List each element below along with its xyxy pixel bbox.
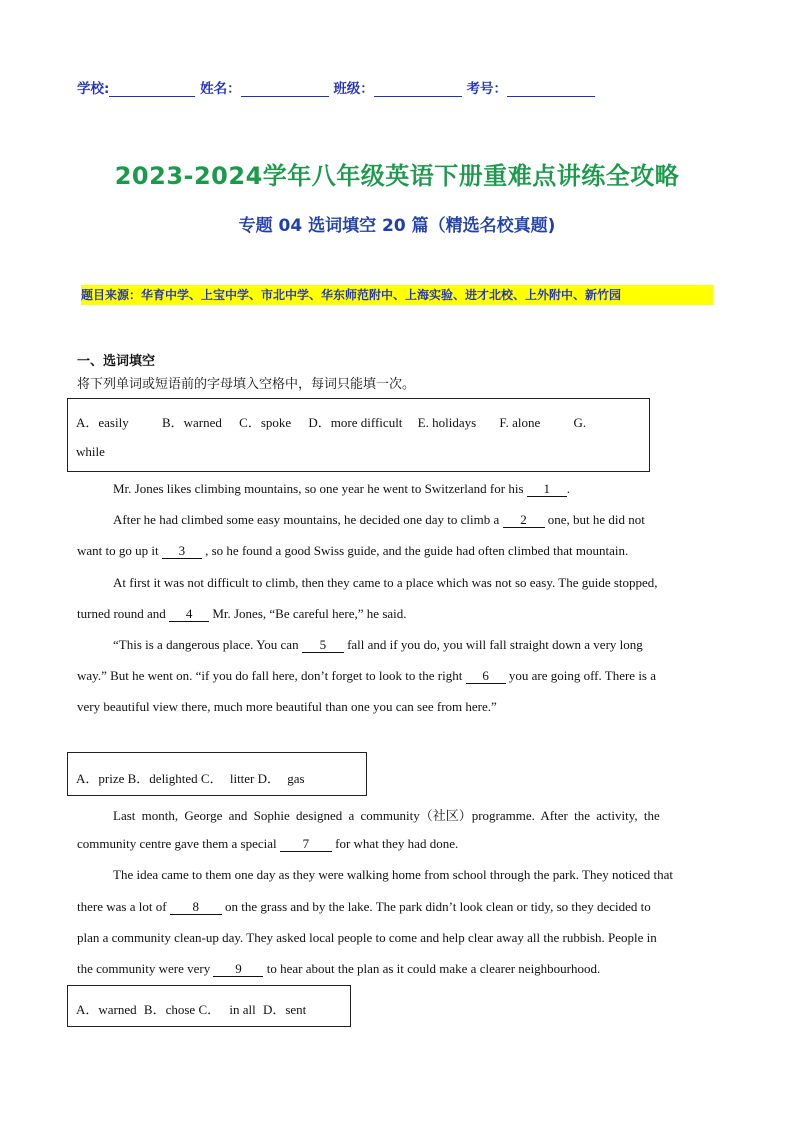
passage-line: At first it was not difficult to climb, then they came to a place which was not so easy. The guide stopped,: [113, 575, 658, 590]
passage-line: there was a lot of 8 on the grass and by the lake. The park didn’t look clean or tidy, so they decided to: [77, 899, 651, 914]
option: D．more difficult: [308, 415, 403, 430]
answer-blank[interactable]: 5: [302, 638, 344, 653]
passage-line: turned round and 4 Mr. Jones, “Be careful here,” he said.: [77, 606, 407, 621]
class-label: 班级：: [333, 81, 374, 97]
source-banner: 题目来源：华育中学、上宝中学、市北中学、华东师范附中、上海实验、进才北校、上外附中、新竹园: [81, 285, 713, 305]
passage-line: want to go up it 3 , so he found a good Swiss guide, and the guide had often climbed that mountain.: [77, 543, 629, 558]
option: C．: [200, 771, 223, 786]
word-bank-3: [67, 985, 351, 1027]
name-label: 姓名：: [200, 81, 241, 97]
option: A．warned: [76, 1002, 137, 1017]
option: litter: [229, 771, 255, 786]
word-bank-1: [67, 398, 650, 472]
answer-blank[interactable]: 8: [170, 900, 222, 915]
option: D．sent: [262, 1002, 307, 1017]
passage-line: very beautiful view there, much more beautiful than one you can see from here.”: [77, 699, 497, 714]
number-field[interactable]: [507, 82, 595, 97]
passage-line: way.” But he went on. “if you do fall here, don’t forget to look to the right 6 you are going off. There is a: [77, 668, 657, 683]
option-wrap: while: [76, 444, 105, 459]
answer-blank[interactable]: 1: [527, 482, 567, 497]
student-info-header: [77, 77, 595, 97]
number-label: 考号：: [466, 81, 508, 97]
answer-blank[interactable]: 3: [162, 544, 202, 559]
passage-line: the community were very 9 to hear about the plan as it could make a clearer neighbourhood.: [77, 961, 601, 976]
passage-line: plan a community clean-up day. They asked local people to come and help clear away all the rubbish. People in: [77, 930, 657, 945]
instruction-text: 将下列单词或短语前的字母填入空格中，每词只能填一次。: [77, 377, 416, 392]
name-field[interactable]: [241, 82, 329, 97]
class-field[interactable]: [374, 82, 462, 97]
school-field[interactable]: [109, 82, 195, 97]
passage-line: community centre gave them a special 7 for what they had done.: [77, 836, 459, 851]
answer-blank[interactable]: 6: [466, 669, 506, 684]
answer-blank[interactable]: 4: [169, 607, 209, 622]
passage-line: Last month, George and Sophie designed a community（社区）programme. After the activity, the: [113, 808, 660, 823]
option: B．warned: [161, 415, 222, 430]
passage-line: After he had climbed some easy mountains, he decided one day to climb a 2 one, but he did not: [113, 512, 645, 527]
option: D．: [257, 771, 281, 786]
option: in all: [229, 1002, 256, 1017]
option: E. holidays: [417, 415, 477, 430]
option: G.: [573, 415, 587, 430]
option: B．chose: [143, 1002, 196, 1017]
option: A．easily: [76, 415, 129, 430]
option: C．spoke: [239, 415, 292, 430]
document-title: 2023-2024学年八年级英语下册重难点讲练全攻略: [114, 162, 680, 190]
option: C．: [198, 1002, 221, 1017]
answer-blank[interactable]: 9: [213, 962, 263, 977]
option: A．prize: [76, 771, 125, 786]
passage-line: “This is a dangerous place. You can 5 fall and if you do, you will fall straight down a very long: [113, 637, 643, 652]
passage-line: Mr. Jones likes climbing mountains, so one year he went to Switzerland for his 1 .: [113, 481, 571, 496]
option: B．delighted: [127, 771, 198, 786]
answer-blank[interactable]: 2: [503, 513, 545, 528]
school-label: 学校:: [77, 81, 110, 97]
option: F. alone: [499, 415, 541, 430]
word-bank-2: [67, 752, 367, 796]
option: gas: [287, 771, 305, 786]
document-subtitle: 专题 04 选词填空 20 篇（精选名校真题): [238, 216, 556, 236]
passage-line: The idea came to them one day as they were walking home from school through the park. They noticed that: [113, 867, 674, 882]
answer-blank[interactable]: 7: [280, 837, 332, 852]
section-heading: 一、选词填空: [77, 354, 156, 369]
